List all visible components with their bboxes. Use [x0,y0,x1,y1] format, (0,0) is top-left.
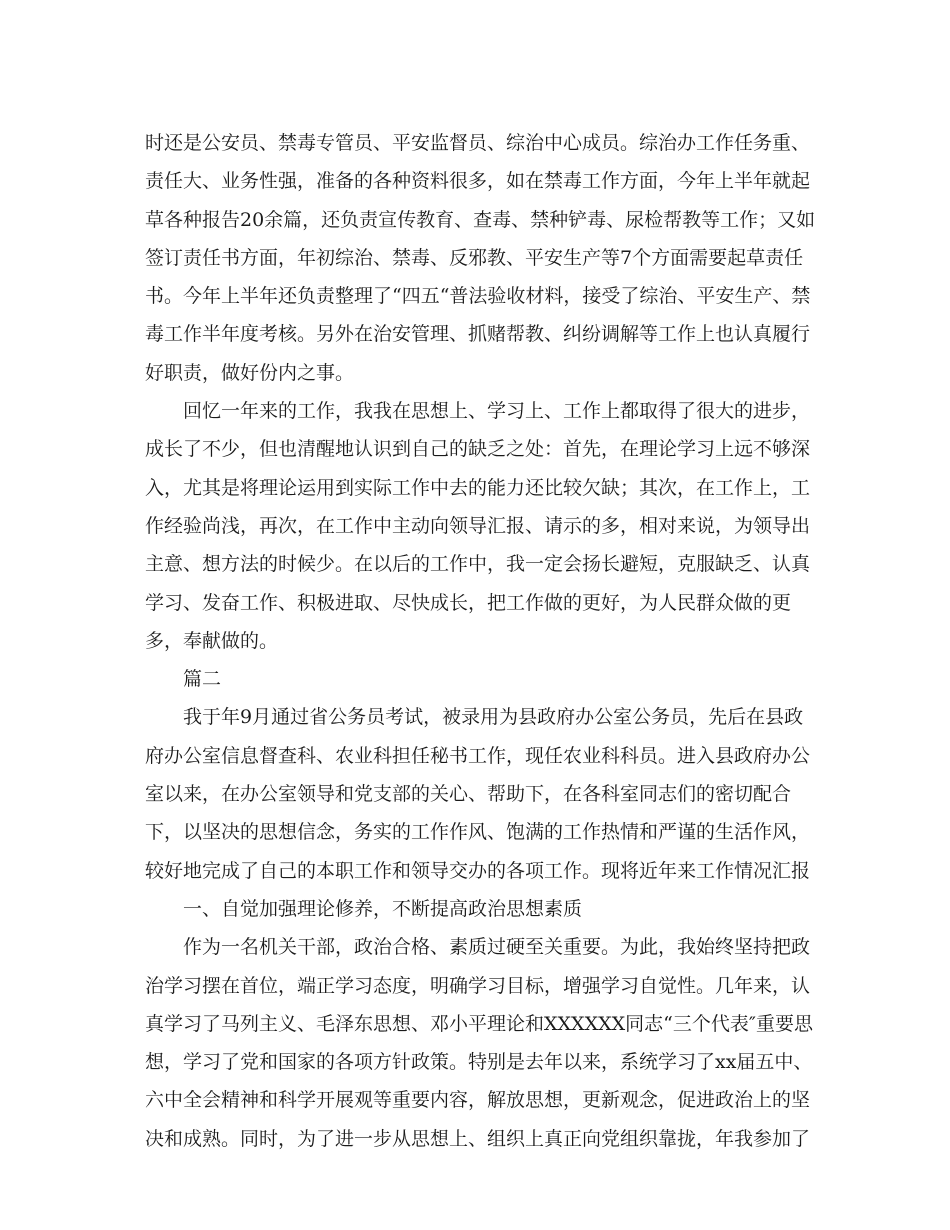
text-line: 府办公室信息督查科、农业科担任秘书工作，现任农业科科员。进入县政府办公 [145,744,811,767]
document-body [145,124,815,1158]
text-line: 好职责，做好份内之事。 [145,361,355,384]
text-line: 篇二 [183,668,222,691]
text-line: 责任大、业务性强，准备的各种资料很多，如在禁毒工作方面，今年上半年就起 [145,170,811,193]
text-line: 主意、想方法的时候少。在以后的工作中，我一定会扬长避短，克服缺乏、认真 [145,553,811,576]
text-line: 书。今年上半年还负责整理了“四五“普法验收材料，接受了综治、平安生产、禁 [145,285,811,308]
text-line: 作为一名机关干部，政治合格、素质过硬至关重要。为此，我始终坚持把政 [183,936,811,959]
text-line: 学习、发奋工作、积极进取、尽快成长，把工作做的更好，为人民群众做的更 [145,591,792,614]
text-line: 入，尤其是将理论运用到实际工作中去的能力还比较欠缺；其次，在工作上，工 [145,476,811,499]
text-line: 六中全会精神和科学开展观等重要内容，解放思想，更新观念，促进政治上的坚 [145,1089,811,1112]
text-line: 毒工作半年度考核。另外在治安管理、抓赌帮教、纠纷调解等工作上也认真履行 [145,323,811,346]
text-line: 想，学习了党和国家的各项方针政策。特别是去年以来，系统学习了xx届五中、 [145,1051,813,1074]
text-line: 我于年9月通过省公务员考试，被录用为县政府办公室公务员，先后在县政 [183,706,804,729]
text-line: 回忆一年来的工作，我我在思想上、学习上、工作上都取得了很大的进步， [183,400,811,423]
text-line: 草各种报告20余篇，还负责宣传教育、查毒、禁种铲毒、尿检帮教等工作；又如 [145,208,815,231]
text-line: 下，以坚决的思想信念，务实的工作作风、饱满的工作热情和严谨的生活作风， [145,821,811,844]
text-line: 室以来，在办公室领导和党支部的关心、帮助下，在各科室同志们的密切配合 [145,783,792,806]
text-line: 治学习摆在首位，端正学习态度，明确学习目标，增强学习自觉性。几年来，认 [145,974,811,997]
text-line: 多，奉献做的。 [145,629,279,652]
text-line: 作经验尚浅，再次，在工作中主动向领导汇报、请示的多，相对来说，为领导出 [145,514,811,537]
text-line: 一、自觉加强理论修养，不断提高政治思想素质 [183,897,583,920]
text-line: 较好地完成了自己的本职工作和领导交办的各项工作。现将近年来工作情况汇报 [145,859,811,882]
text-line: 决和成熟。同时，为了进一步从思想上、组织上真正向党组织靠拢，年我参加了 [145,1127,811,1150]
text-line: 真学习了马列主义、毛泽东思想、邓小平理论和XXXXXX同志“三个代表″重要思 [145,1012,813,1035]
text-line: 签订责任书方面，年初综治、禁毒、反邪教、平安生产等7个方面需要起草责任 [145,246,804,269]
text-line: 时还是公安员、禁毒专管员、平安监督员、综治中心成员。综治办工作任务重、 [145,132,811,154]
text-line: 成长了不少，但也清醒地认识到自己的缺乏之处：首先，在理论学习上远不够深 [145,438,811,461]
